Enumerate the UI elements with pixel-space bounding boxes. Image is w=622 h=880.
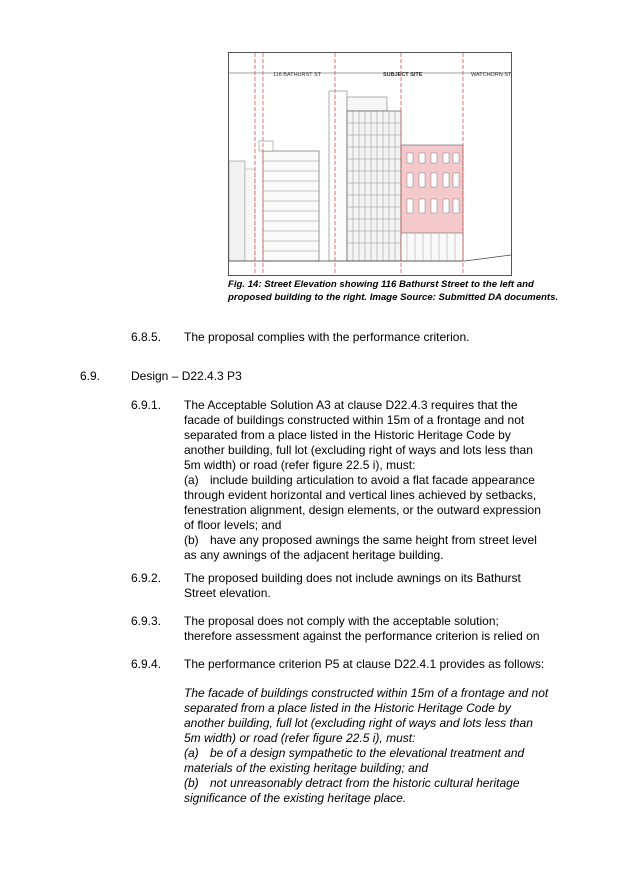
section-number-6-9-3: 6.9.3. <box>131 614 162 628</box>
section-number-6-9-2: 6.9.2. <box>131 571 162 585</box>
text-line: therefore assessment against the performance criterion is relied on <box>184 629 540 643</box>
section-6-9-3-body <box>184 614 574 644</box>
section-6-9-2-body <box>184 571 574 601</box>
quote-item-a-first-line <box>184 746 574 761</box>
quote-line: materials of the existing heritage building; and <box>184 761 429 775</box>
text-line: of floor levels; and <box>184 518 282 532</box>
quote-item-b-first-line <box>184 776 574 791</box>
text-line: The Acceptable Solution A3 at clause D22.4.3 requires that the <box>184 398 518 412</box>
label-116-bathurst: 116 BATHURST ST <box>273 72 321 78</box>
item-b-first-line <box>184 533 574 548</box>
quote-item-b-label: (b) <box>184 776 199 790</box>
section-number-6-9-4: 6.9.4. <box>131 657 162 671</box>
text-line: another building, full lot (excluding right of ways and lots less than <box>184 443 533 457</box>
section-6-9-4-text: The performance criterion P5 at clause D22.4.1 provides as follows: <box>184 657 545 671</box>
item-a-text: include building articulation to avoid a flat facade appearance <box>210 473 535 487</box>
subject-tower <box>347 111 401 261</box>
performance-criterion-quote <box>184 686 574 806</box>
elevation-drawing <box>229 53 511 275</box>
figure-caption: Fig. 14: Street Elevation showing 116 Bathurst Street to the left and proposed building to the right. Image Source: Submitted DA documents. <box>228 279 559 303</box>
proposed-pink-facade <box>401 145 463 261</box>
text-line: facade of buildings constructed within 15m of a frontage and not <box>184 413 525 427</box>
quote-item-b-text: not unreasonably detract from the historic cultural heritage <box>210 776 520 790</box>
section-number-6-9: 6.9. <box>80 369 101 383</box>
section-number-6-9-1: 6.9.1. <box>131 398 162 412</box>
item-a-first-line <box>184 473 574 488</box>
text-line: through evident horizontal and vertical lines achieved by setbacks, <box>184 488 537 502</box>
quote-item-a-text: be of a design sympathetic to the elevational treatment and <box>210 746 525 760</box>
text-line: The proposed building does not include awnings on its Bathurst <box>184 571 521 585</box>
item-b-label: (b) <box>184 533 199 547</box>
quote-line: another building, full lot (excluding right of ways and lots less than <box>184 716 533 730</box>
text-line: Street elevation. <box>184 586 271 600</box>
text-line: 5m width) or road (refer figure 22.5 i), must: <box>184 458 416 472</box>
text-line: The proposal does not comply with the acceptable solution; <box>184 614 499 628</box>
label-watchorn-st: WATCHORN ST <box>471 72 511 78</box>
label-subject-site: SUBJECT SITE <box>383 72 423 78</box>
section-number-6-8-5: 6.8.5. <box>131 330 162 344</box>
text-line: fenestration alignment, design elements, or the outward expression <box>184 503 541 517</box>
item-b-text: have any proposed awnings the same height from street level <box>210 533 537 547</box>
quote-line: The facade of buildings constructed within 15m of a frontage and not <box>184 686 549 700</box>
text-line: as any awnings of the adjacent heritage building. <box>184 548 444 562</box>
quote-line: significance of the existing heritage place. <box>184 791 407 805</box>
section-6-9-1-body <box>184 398 574 563</box>
section-6-9-heading: Design – D22.4.3 P3 <box>131 369 242 383</box>
bathurst-building <box>259 141 319 261</box>
quote-line: 5m width) or road (refer figure 22.5 i), must: <box>184 731 416 745</box>
item-a-label: (a) <box>184 473 199 487</box>
section-6-8-5-text: The proposal complies with the performance criterion. <box>184 330 470 344</box>
text-line: separated from a place listed in the Historic Heritage Code by <box>184 428 511 442</box>
street-elevation-figure <box>228 52 512 276</box>
quote-line: separated from a place listed in the Historic Heritage Code by <box>184 701 511 715</box>
quote-item-a-label: (a) <box>184 746 199 760</box>
